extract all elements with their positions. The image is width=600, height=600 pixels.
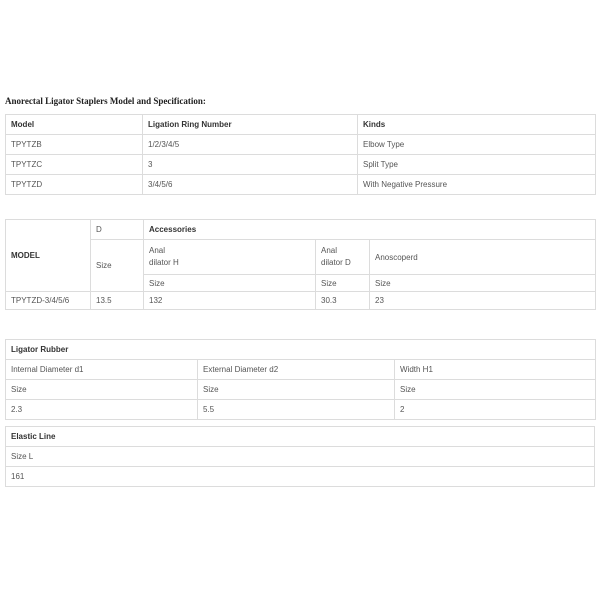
- header-model: MODEL: [6, 220, 91, 292]
- table-header-row: [6, 220, 596, 240]
- cell-model: TPYTZB: [6, 135, 143, 155]
- cell-model: TPYTZC: [6, 155, 143, 175]
- header-anal-dilator-d-line1: Anal: [321, 246, 338, 255]
- size-label: Size: [370, 275, 596, 292]
- header-anal-dilator-d: [316, 240, 370, 275]
- size-label: Size: [6, 380, 198, 400]
- cell-width: 2: [395, 400, 596, 420]
- header-internal-diameter: Internal Diameter d1: [6, 360, 198, 380]
- table-title-row: [6, 340, 596, 360]
- size-label: Size: [144, 275, 316, 292]
- table-row: [6, 135, 596, 155]
- elastic-line-table: [5, 426, 595, 487]
- table-size-row: [6, 380, 596, 400]
- cell-internal-diameter: 2.3: [6, 400, 198, 420]
- table-row: [6, 467, 595, 487]
- size-label: Size: [198, 380, 395, 400]
- cell-model: TPYTZD-3/4/5/6: [6, 292, 91, 310]
- ligator-rubber-table: [5, 339, 596, 420]
- accessories-table: [5, 219, 596, 310]
- header-ligation-ring-number: Ligation Ring Number: [143, 115, 358, 135]
- cell-kind: With Negative Pressure: [358, 175, 596, 195]
- header-d: D: [91, 220, 144, 240]
- header-d-size: Size: [91, 240, 144, 292]
- header-model: Model: [6, 115, 143, 135]
- header-anal-dilator-d-line2: dilator D: [321, 258, 351, 267]
- size-label: Size L: [6, 447, 595, 467]
- header-anal-dilator-h-line2: dilator H: [149, 258, 179, 267]
- header-accessories: Accessories: [144, 220, 596, 240]
- model-spec-table: [5, 114, 596, 195]
- cell-ring-number: 1/2/3/4/5: [143, 135, 358, 155]
- page-heading: Anorectal Ligator Staplers Model and Specification:: [5, 96, 206, 106]
- size-label: Size: [316, 275, 370, 292]
- table-header-row: [6, 115, 596, 135]
- cell-ring-number: 3: [143, 155, 358, 175]
- header-anal-dilator-h-line1: Anal: [149, 246, 166, 255]
- cell-kind: Elbow Type: [358, 135, 596, 155]
- table-header-row: [6, 360, 596, 380]
- header-external-diameter: External Diameter d2: [198, 360, 395, 380]
- cell-d-size: 13.5: [91, 292, 144, 310]
- table-row: [6, 400, 596, 420]
- header-anal-dilator-h: [144, 240, 316, 275]
- ligator-rubber-title: Ligator Rubber: [6, 340, 596, 360]
- header-anoscoperd: Anoscoperd: [370, 240, 596, 275]
- header-kinds: Kinds: [358, 115, 596, 135]
- cell-anoscoperd: 23: [370, 292, 596, 310]
- elastic-line-title: Elastic Line: [6, 427, 595, 447]
- table-row: [6, 292, 596, 310]
- cell-ring-number: 3/4/5/6: [143, 175, 358, 195]
- table-title-row: [6, 427, 595, 447]
- table-subheader-row: [6, 240, 596, 275]
- cell-anal-dilator-h: 132: [144, 292, 316, 310]
- table-size-row: [6, 447, 595, 467]
- cell-model: TPYTZD: [6, 175, 143, 195]
- table-row: [6, 155, 596, 175]
- cell-anal-dilator-d: 30.3: [316, 292, 370, 310]
- header-width: Width H1: [395, 360, 596, 380]
- cell-kind: Split Type: [358, 155, 596, 175]
- cell-external-diameter: 5.5: [198, 400, 395, 420]
- cell-size-l: 161: [6, 467, 595, 487]
- size-label: Size: [395, 380, 596, 400]
- table-row: [6, 175, 596, 195]
